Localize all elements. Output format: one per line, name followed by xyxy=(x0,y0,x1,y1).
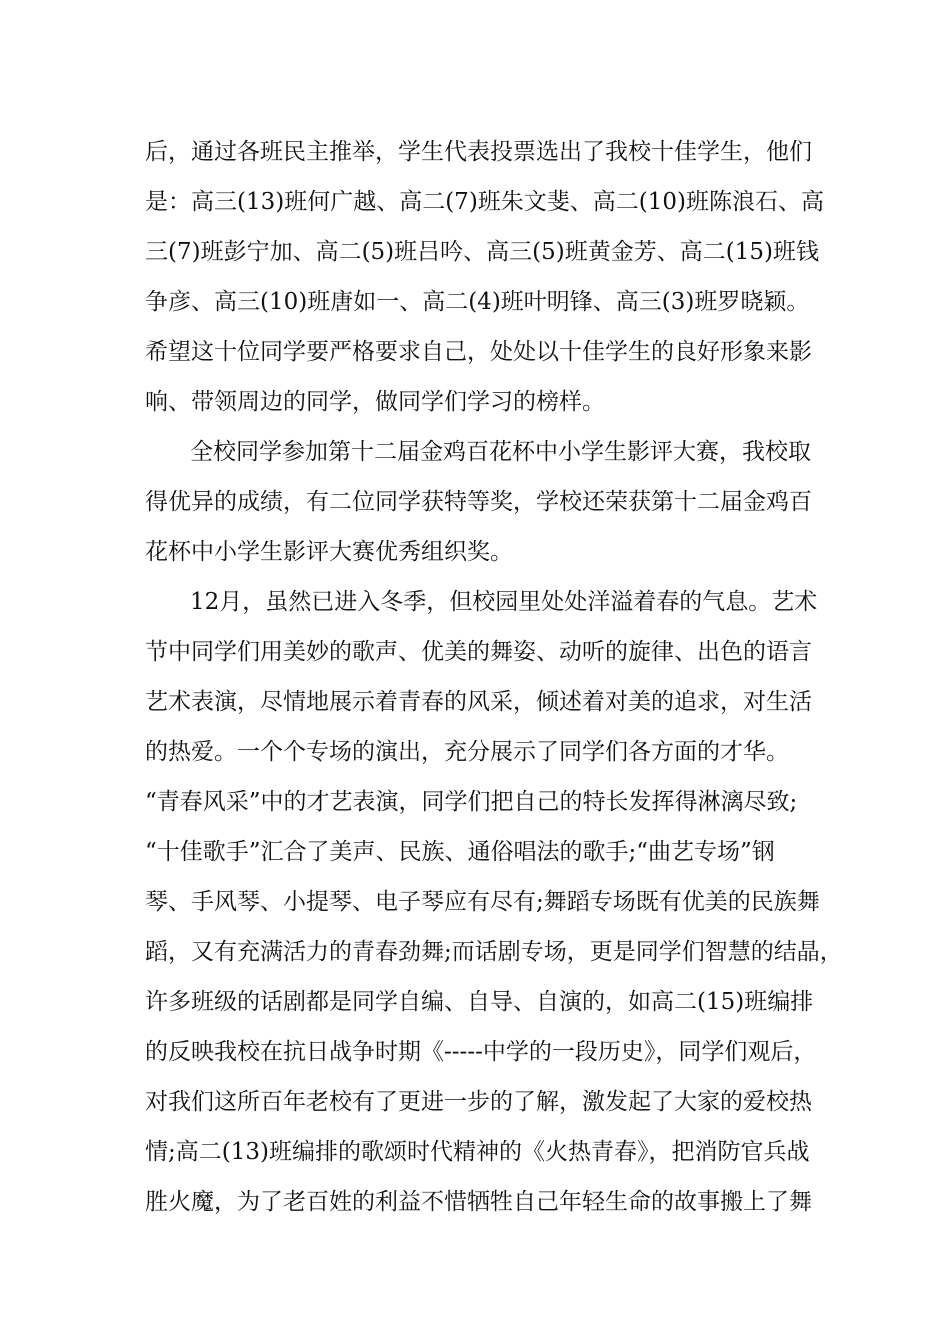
text-line: 的热爱。一个个专场的演出，充分展示了同学们各方面的才华。 xyxy=(145,739,789,765)
text-line: 三(7)班彭宁加、高二(5)班吕吟、高三(5)班黄金芳、高二(15)班钱 xyxy=(145,239,819,265)
text-line: 的反映我校在抗日战争时期《-----中学的一段历史》，同学们观后， xyxy=(145,1039,817,1065)
text-line: 对我们这所百年老校有了更进一步的了解，激发起了大家的爱校热 xyxy=(145,1089,812,1115)
paragraph-first-line: 全校同学参加第十二届金鸡百花杯中小学生影评大赛，我校取 xyxy=(190,439,811,465)
text-line: “青春风采”中的才艺表演，同学们把自己的特长发挥得淋漓尽致; xyxy=(145,789,798,815)
text-line: 后，通过各班民主推举，学生代表投票选出了我校十佳学生，他们 xyxy=(145,139,812,165)
text-line: 艺术表演，尽情地展示着青春的风采，倾述着对美的追求，对生活 xyxy=(145,689,812,715)
text-line: 响、带领周边的同学，做同学们学习的榜样。 xyxy=(145,389,605,415)
text-line: 蹈，又有充满活力的青春劲舞;而话剧专场，更是同学们智慧的结晶， xyxy=(145,939,843,965)
paragraph-first-line: 12月，虽然已进入冬季，但校园里处处洋溢着春的气息。艺术 xyxy=(190,589,818,615)
text-line: 争彦、高三(10)班唐如一、高二(4)班叶明锋、高三(3)班罗晓颖。 xyxy=(145,289,810,315)
text-line: 花杯中小学生影评大赛优秀组织奖。 xyxy=(145,539,513,565)
text-line: 希望这十位同学要严格要求自己，处处以十佳学生的良好形象来影 xyxy=(145,339,812,365)
text-line: 是：高三(13)班何广越、高二(7)班朱文斐、高二(10)班陈浪石、高 xyxy=(145,189,825,215)
text-line: 许多班级的话剧都是同学自编、自导、自演的，如高二(15)班编排 xyxy=(145,989,814,1015)
text-line: 胜火魔，为了老百姓的利益不惜牺牲自己年轻生命的故事搬上了舞 xyxy=(145,1189,812,1215)
text-line: 琴、手风琴、小提琴、电子琴应有尽有;舞蹈专场既有优美的民族舞 xyxy=(145,889,820,915)
text-line: 得优异的成绩，有二位同学获特等奖，学校还荣获第十二届金鸡百 xyxy=(145,489,812,515)
text-line: “十佳歌手”汇合了美声、民族、通俗唱法的歌手;“曲艺专场”钢 xyxy=(145,839,775,865)
text-line: 节中同学们用美妙的歌声、优美的舞姿、动听的旋律、出色的语言 xyxy=(145,639,812,665)
text-line: 情;高二(13)班编排的歌颂时代精神的《火热青春》，把消防官兵战 xyxy=(145,1139,810,1165)
